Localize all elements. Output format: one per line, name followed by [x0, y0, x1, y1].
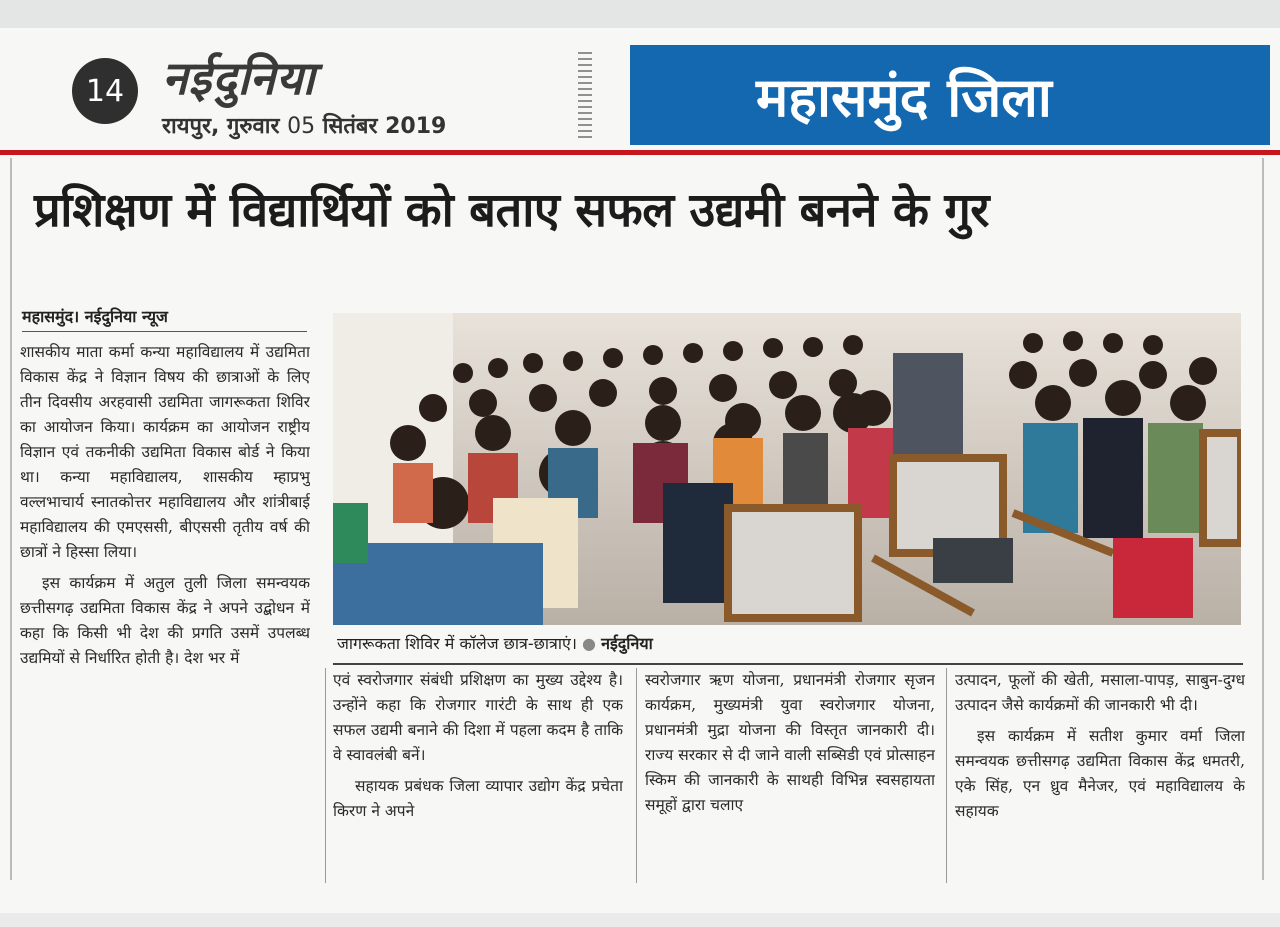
- article-column-1: [20, 340, 310, 885]
- paragraph: शासकीय माता कर्मा कन्या महाविद्यालय में उद्यमिता विकास केंद्र ने विज्ञान विषय की छात्राओं के लिए तीन दिवसीय अरहवासी उद्यमिता जागरूकता शिविर का आयोजन किया। कार्यक्रम का आयोजन राष्ट्रीय विज्ञान एवं तकनीकी उद्यमिता विकास बोर्ड ने किया था। कन्या महाविद्यालय, शासकीय म्हाप्रभु वल्लभाचार्य स्नातकोत्तर महाविद्यालय और शांत्रीबाई महाविद्यालय की एमएससी, बीएससी तृतीय वर्ष की छात्रों ने हिस्सा लिया।: [20, 343, 310, 561]
- photo-caption: [337, 632, 653, 654]
- paragraph: इस कार्यक्रम में अतुल तुली जिला समन्वयक छत्तीसगढ़ उद्यमिता विकास केंद्र ने अपने उद्बोधन में कहा कि किसी भी देश की प्रगति उसमें उपलब्ध उद्यमियों से निर्धारित होती है। देश भर में: [20, 574, 310, 667]
- photo-credit: नईदुनिया: [601, 634, 653, 653]
- bullet-icon: ●: [582, 634, 596, 653]
- newspaper-logo: नईदुनिया: [162, 51, 316, 105]
- page-number-badge: 14: [72, 58, 138, 124]
- caption-divider: [333, 663, 1243, 665]
- caption-text: जागरूकता शिविर में कॉलेज छात्र-छात्राएं।: [337, 634, 577, 653]
- district-banner: महासमुंद जिला: [630, 45, 1270, 145]
- red-divider: [0, 150, 1280, 155]
- paragraph: इस कार्यक्रम में सतीश कुमार वर्मा जिला समन्वयक छत्तीसगढ़ उद्यमिता विकास केंद्र धमतरी, एके सिंह, एन ध्रुव मैनेजर, एवं महाविद्यालय के सहायक: [955, 727, 1245, 820]
- column-divider: [325, 668, 326, 883]
- article-photo: [333, 313, 1241, 625]
- paragraph: सहायक प्रबंधक जिला व्यापार उद्योग केंद्र प्रचेता किरण ने अपने: [333, 777, 623, 820]
- article-byline: महासमुंद। नईदुनिया न्यूज: [22, 305, 307, 332]
- dotted-separator: [578, 52, 592, 142]
- page-bottom-margin: [0, 913, 1280, 927]
- article-column-3: [645, 668, 935, 885]
- dateline-month-year: सितंबर 2019: [322, 114, 447, 139]
- article-column-2: [333, 668, 623, 885]
- paragraph: एवं स्वरोजगार संबंधी प्रशिक्षण का मुख्य उद्देश्य है। उन्होंने कहा कि रोजगार गारंटी के साथ ही एक सफल उद्यमी बनाने की दिशा में पहला कदम है ताकि वे स्वावलंबी बनें।: [333, 671, 623, 764]
- column-divider: [946, 668, 947, 883]
- column-divider: [636, 668, 637, 883]
- dateline: [162, 110, 446, 140]
- dateline-city-day: रायपुर, गुरुवार: [162, 114, 280, 139]
- article-column-4: [955, 668, 1245, 885]
- classroom-photo-illustration: [333, 313, 1241, 625]
- article-headline: प्रशिक्षण में विद्यार्थियों को बताए सफल उद्यमी बनने के गुर: [34, 183, 990, 238]
- paragraph: उत्पादन, फूलों की खेती, मसाला-पापड़, साबुन-दुग्ध उत्पादन जैसे कार्यक्रमों की जानकारी भी दी।: [955, 671, 1245, 714]
- dateline-date: 05: [287, 114, 316, 139]
- paragraph: स्वरोजगार ऋण योजना, प्रधानमंत्री रोजगार सृजन कार्यक्रम, मुख्यमंत्री युवा स्वरोजगार योजना, प्रधानमंत्री मुद्रा योजना की विस्तृत जानकारी दी। राज्य सरकार से दी जाने वाली सब्सिडी एवं प्रोत्साहन स्किम की जानकारी के साथही विभिन्न स्वसहायता समूहों द्वारा चलाए: [645, 671, 935, 814]
